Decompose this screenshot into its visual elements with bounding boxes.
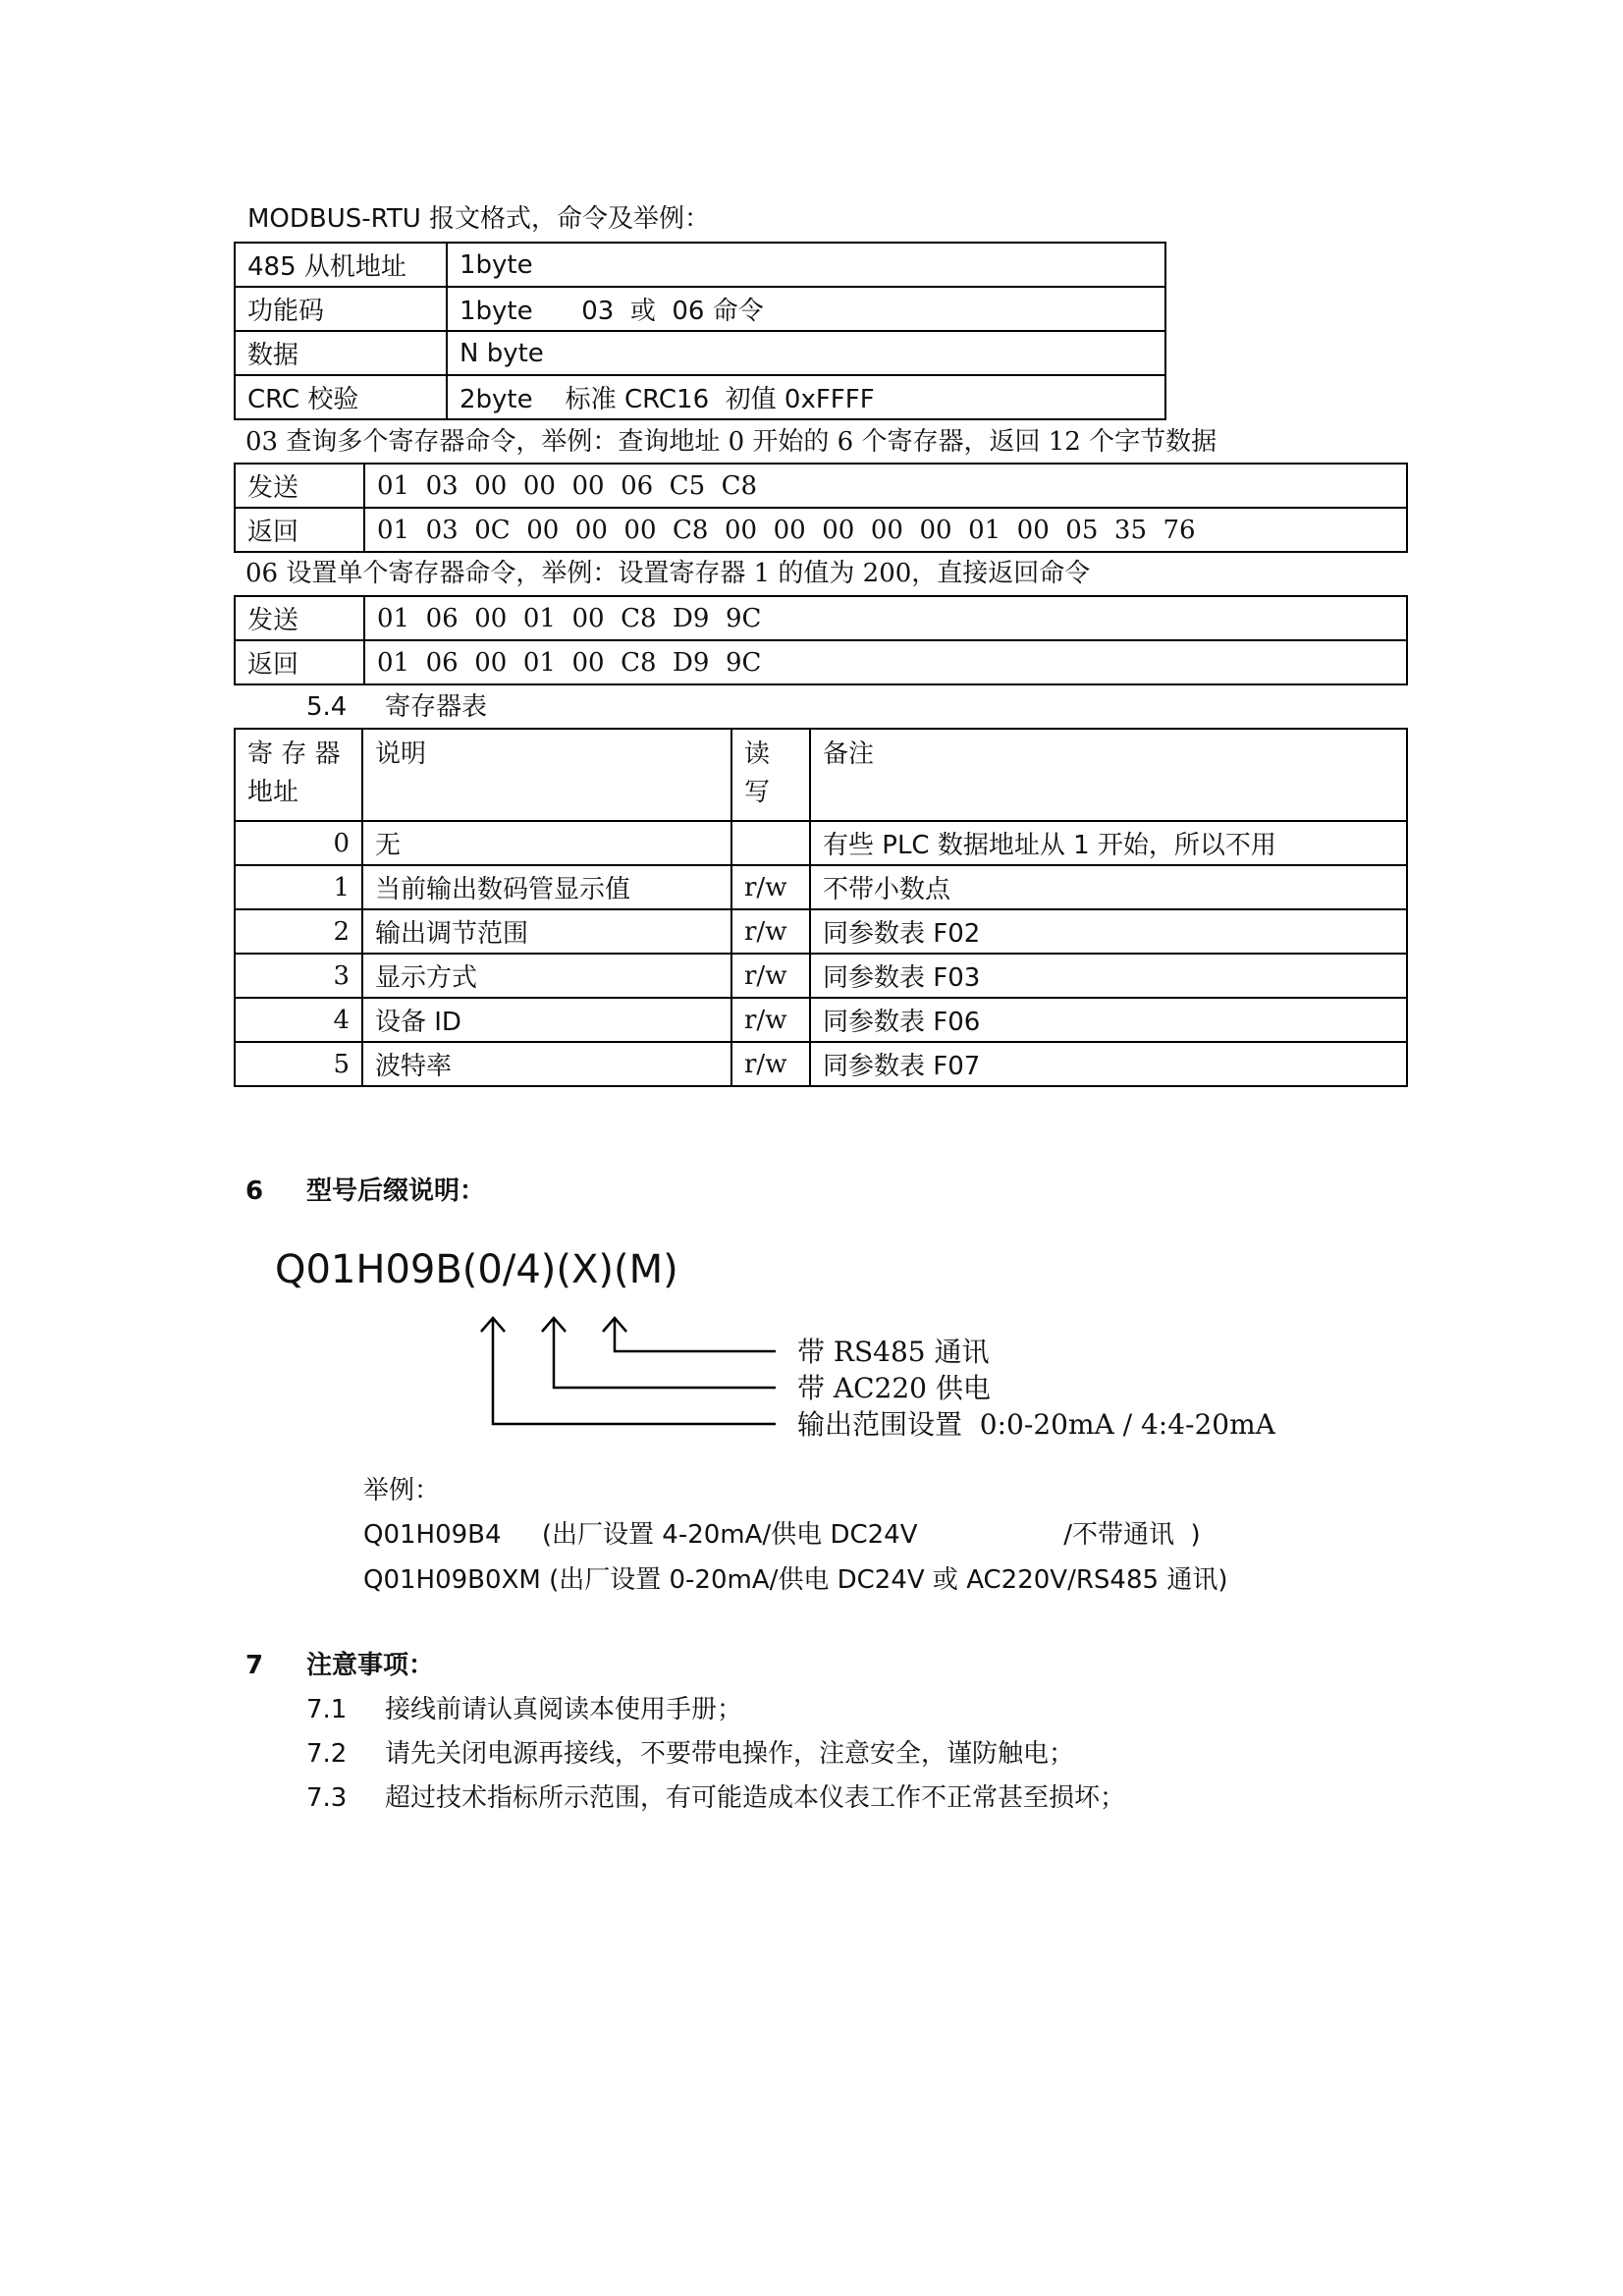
reg-remark: 同参数表 F06 <box>810 998 1407 1042</box>
leader-line-m <box>615 1318 776 1351</box>
cmd-direction: 发送 <box>235 464 364 508</box>
note-number: 7.1 <box>306 1695 348 1724</box>
reg-description: 显示方式 <box>362 954 731 998</box>
reg-rw: r/w <box>731 998 810 1042</box>
section-number: 5.4 <box>306 692 348 722</box>
cmd-direction: 发送 <box>235 596 364 640</box>
frame-field: CRC 校验 <box>235 375 447 419</box>
note-number: 7.2 <box>306 1739 348 1769</box>
note-rs485: 带 RS485 通讯 <box>797 1336 990 1368</box>
header-description: 说明 <box>362 729 731 821</box>
reg-description: 当前输出数码管显示值 <box>362 865 731 909</box>
reg-address: 5 <box>235 1042 362 1086</box>
reg-remark: 同参数表 F02 <box>810 909 1407 954</box>
frame-value: 1byte <box>447 243 1165 287</box>
frame-value: N byte <box>447 331 1165 375</box>
reg-remark: 不带小数点 <box>810 865 1407 909</box>
note-text: 请先关闭电源再接线，不要带电操作，注意安全，谨防触电； <box>385 1739 1075 1769</box>
reg-description: 设备 ID <box>362 998 731 1042</box>
cmd-bytes: 01 03 0C 00 00 00 C8 00 00 00 00 00 01 00 05 35 76 <box>364 508 1407 552</box>
cmd-direction: 返回 <box>235 508 364 552</box>
example-label: 举例： <box>363 1476 441 1505</box>
example-line: Q01H09B4 (出厂设置 4-20mA/供电 DC24V /不带通讯 ) <box>363 1520 1201 1550</box>
reg-rw: r/w <box>731 954 810 998</box>
reg-description: 无 <box>362 821 731 865</box>
cmd06-title: 06 设置单个寄存器命令，举例：设置寄存器 1 的值为 200，直接返回命令 <box>245 559 1091 588</box>
reg-rw: r/w <box>731 865 810 909</box>
cmd-direction: 返回 <box>235 640 364 684</box>
note-ac220: 带 AC220 供电 <box>797 1372 991 1404</box>
model-code: Q01H09B(0/4)(X)(M) <box>275 1247 678 1292</box>
section-title: 型号后缀说明： <box>306 1176 486 1206</box>
header-address: 寄 存 器 地址 <box>235 729 362 821</box>
note-text: 接线前请认真阅读本使用手册； <box>385 1695 743 1724</box>
reg-rw: r/w <box>731 909 810 954</box>
reg-description: 输出调节范围 <box>362 909 731 954</box>
header-remark: 备注 <box>810 729 1407 821</box>
reg-remark: 同参数表 F03 <box>810 954 1407 998</box>
note-output-range: 输出范围设置 0:0-20mA / 4:4-20mA <box>797 1408 1275 1441</box>
frame-value: 2byte 标准 CRC16 初值 0xFFFF <box>447 375 1165 419</box>
section-title: 寄存器表 <box>385 692 488 722</box>
frame-field: 功能码 <box>235 287 447 331</box>
reg-address: 1 <box>235 865 362 909</box>
frame-field: 数据 <box>235 331 447 375</box>
frame-field: 485 从机地址 <box>235 243 447 287</box>
reg-address: 0 <box>235 821 362 865</box>
cmd03-title: 03 查询多个寄存器命令，举例：查询地址 0 开始的 6 个寄存器，返回 12 个字节数据 <box>245 427 1217 457</box>
header-rw: 读 写 <box>731 729 810 821</box>
reg-remark: 同参数表 F07 <box>810 1042 1407 1086</box>
section-number: 6 <box>245 1176 264 1206</box>
cmd-bytes: 01 06 00 01 00 C8 D9 9C <box>364 640 1407 684</box>
section-title: 注意事项： <box>306 1651 435 1680</box>
leader-line-range <box>493 1318 776 1424</box>
cmd-bytes: 01 03 00 00 00 06 C5 C8 <box>364 464 1407 508</box>
reg-address: 4 <box>235 998 362 1042</box>
intro-text: MODBUS-RTU 报文格式，命令及举例： <box>247 204 711 234</box>
cmd-bytes: 01 06 00 01 00 C8 D9 9C <box>364 596 1407 640</box>
section-number: 7 <box>245 1651 264 1680</box>
reg-remark: 有些 PLC 数据地址从 1 开始，所以不用 <box>810 821 1407 865</box>
leader-line-x <box>554 1318 776 1388</box>
note-text: 超过技术指标所示范围，有可能造成本仪表工作不正常甚至损坏； <box>385 1783 1126 1813</box>
note-number: 7.3 <box>306 1783 348 1813</box>
reg-address: 2 <box>235 909 362 954</box>
frame-value: 1byte 03 或 06 命令 <box>447 287 1165 331</box>
example-line: Q01H09B0XM (出厂设置 0-20mA/供电 DC24V 或 AC220V/RS485 通讯) <box>363 1565 1228 1595</box>
reg-description: 波特率 <box>362 1042 731 1086</box>
reg-address: 3 <box>235 954 362 998</box>
reg-rw: r/w <box>731 1042 810 1086</box>
